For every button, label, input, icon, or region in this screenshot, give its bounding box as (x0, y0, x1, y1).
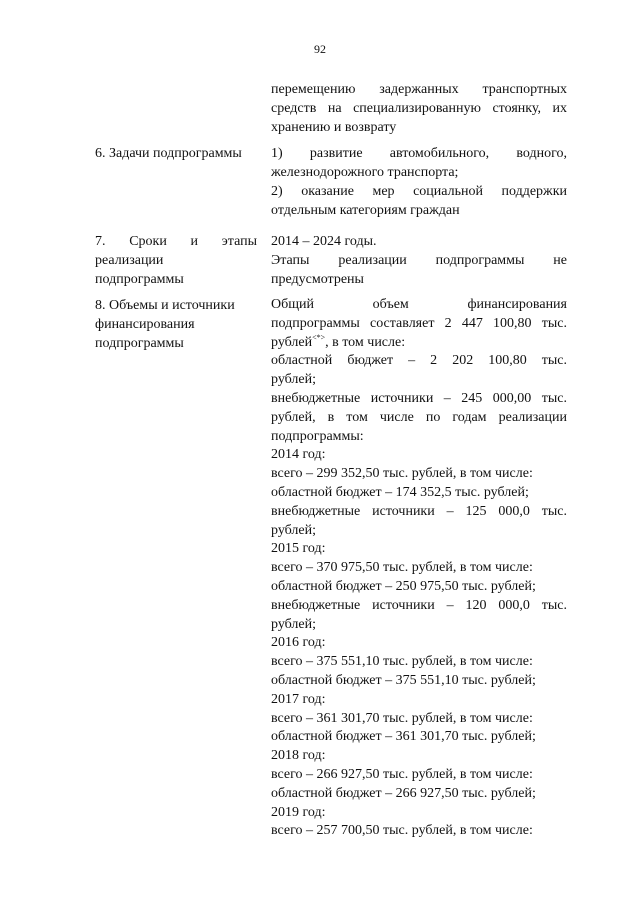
text-line: 2019 год: (271, 804, 326, 820)
terms-label (95, 232, 257, 289)
text-line: 2016 год: (271, 635, 326, 651)
text-line: 2017 год: (271, 691, 326, 707)
text-line: рублей; (271, 522, 316, 538)
text-line: рублей, в том числе по годам реализации (271, 409, 567, 425)
text-line: средств на специализированную стоянку, их (271, 101, 567, 116)
text-line: всего – 375 551,10 тыс. рублей, в том числе: (271, 654, 533, 670)
rubles-word: рублей (271, 334, 313, 350)
text-line: всего – 257 700,50 тыс. рублей, в том числе: (271, 823, 533, 839)
text-line: подпрограммы: (271, 428, 364, 444)
finance-label (95, 296, 257, 353)
label-line: подпрограммы (95, 336, 184, 351)
text-line: Общий объем финансирования (271, 297, 567, 312)
text-line: областной бюджет – 266 927,50 тыс. рублей; (271, 785, 536, 801)
text-line (271, 334, 567, 353)
text-line: 1) развитие автомобильного, водного, (271, 146, 567, 161)
text-line: рублей; (271, 616, 316, 632)
text-line: внебюджетные источники – 125 000,0 тыс. (271, 503, 567, 519)
text-line: всего – 361 301,70 тыс. рублей, в том числе: (271, 710, 533, 726)
text-line: железнодорожного транспорта; (271, 165, 459, 180)
text-line: 2014 год: (271, 447, 326, 463)
text-line: рублей; (271, 372, 316, 388)
finance-content (271, 296, 567, 841)
text-line: областной бюджет – 375 551,10 тыс. рублей; (271, 672, 536, 688)
text-line: хранению и возврату (271, 120, 397, 135)
tasks-content (271, 144, 567, 220)
page-number: 92 (314, 42, 326, 56)
text-line: всего – 299 352,50 тыс. рублей, в том числе: (271, 466, 533, 482)
tasks-label (95, 144, 257, 163)
text-line: областной бюджет – 361 301,70 тыс. рублей; (271, 729, 536, 745)
continued-text (271, 80, 567, 137)
text-line: внебюджетные источники – 245 000,00 тыс. (271, 390, 567, 406)
label-line: подпрограммы (95, 272, 184, 287)
text-line: 2018 год: (271, 748, 326, 764)
text-line: 2014 – 2024 годы. (271, 234, 377, 249)
text-line: всего – 370 975,50 тыс. рублей, в том числе: (271, 560, 533, 576)
text-line: предусмотрены (271, 272, 364, 287)
text-line: областной бюджет – 2 202 100,80 тыс. (271, 353, 567, 369)
footnote-marker: <*> (312, 333, 326, 342)
label-line: реализации (95, 253, 164, 268)
label-line: финансирования (95, 317, 195, 332)
text-line: всего – 266 927,50 тыс. рублей, в том числе: (271, 766, 533, 782)
text-line: областной бюджет – 174 352,5 тыс. рублей; (271, 484, 529, 500)
terms-content (271, 232, 567, 289)
text-line: 2) оказание мер социальной поддержки (271, 184, 567, 199)
label-line: 6. Задачи подпрограммы (95, 146, 242, 161)
text-line: Этапы реализации подпрограммы не (271, 253, 567, 268)
text-line: отдельным категориям граждан (271, 203, 460, 218)
text-line: областной бюджет – 250 975,50 тыс. рублей; (271, 578, 536, 594)
text-line: 2015 год: (271, 541, 326, 557)
text-line: внебюджетные источники – 120 000,0 тыс. (271, 597, 567, 613)
label-line: 7. Сроки и этапы (95, 234, 257, 249)
label-line: 8. Объемы и источники (95, 298, 235, 313)
including-text: , в том числе: (325, 334, 406, 350)
text-line: подпрограммы составляет 2 447 100,80 тыс. (271, 315, 567, 331)
text-line: перемещению задержанных транспортных (271, 82, 567, 97)
